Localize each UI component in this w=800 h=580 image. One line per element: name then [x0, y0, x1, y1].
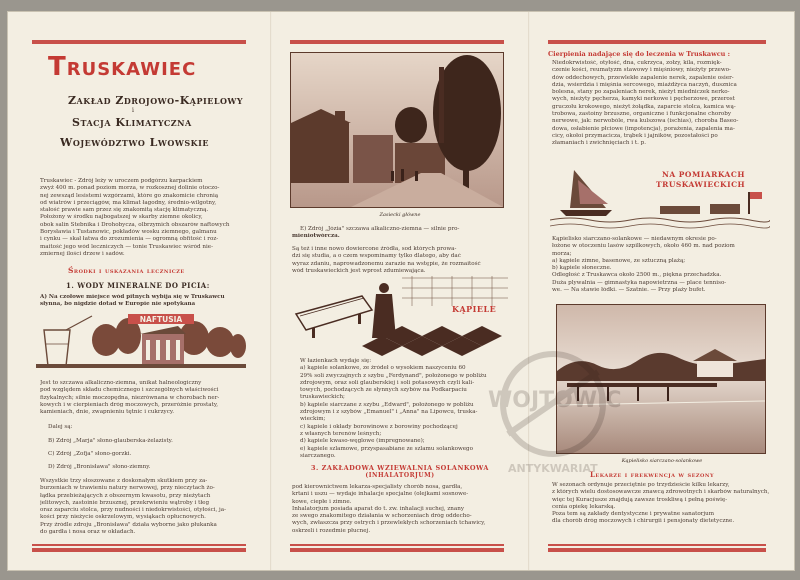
- text-line: wych, zwłaszcza przy ostrych i przewlekłych schorzeniach tchawicy,: [292, 520, 486, 527]
- text-line: Borysławia i Tustanowic, pokładów wosku ziemnego, galmanu: [40, 229, 217, 236]
- subtitle-amp: i: [132, 107, 134, 114]
- spring-usage-text: [40, 478, 246, 536]
- new-springs-text: [292, 246, 510, 275]
- banner-line-2: TRUSKAWIECKICH: [656, 180, 746, 189]
- text-line: zdrojowym, oraz soli glauberskiej i soli potasowych czyli kali-: [300, 379, 475, 386]
- text-line: z których wielu dostosowawcze znawcą zdrowotnych i skarbów naturalnych,: [552, 489, 770, 496]
- sulphur-bath-text: [552, 236, 774, 294]
- text-line: nej zewsząd lesistemi wzgórzami, które go znakomicie chronią: [40, 192, 219, 199]
- watermark-sub: ANTYKWARIAT: [508, 462, 598, 475]
- text-line: Położony w środku najbogatszej w skarby ziemne okolicy,: [40, 214, 203, 221]
- spring-d: D) Zdrój „Bronisława" słono-ziemny.: [48, 464, 151, 470]
- attendant-figure-icon: [372, 283, 396, 338]
- doctors-heading: Lekarze i frekwencja w sezony: [590, 470, 715, 479]
- bottom-rule: [290, 544, 504, 546]
- photo-caption: Kąpielisko siarczano-solankowe: [621, 458, 703, 464]
- text-line: od wiatrów i przeciągów, ma klimat łagodny, średnio-wilgotny,: [40, 199, 217, 206]
- text-line: truskawieckich;: [300, 394, 345, 401]
- antiquarian-watermark: [478, 342, 628, 482]
- indications-heading: Cierpienia nadające się do leczenia w Truskawcu :: [548, 50, 731, 58]
- wall-grid: [402, 276, 508, 306]
- kapiele-heading: KĄPIELE: [452, 304, 497, 314]
- a-line-1: A) Na czołowe miejsce wód pitnych wybija się w Truskawcu: [40, 294, 225, 300]
- text-line: Poza tem są zakłady dentystyczne i prywatne sanatorjum: [552, 511, 714, 518]
- text-line: i cynku — skał łatwa do zrozumienia — ogromną obfitość i roz-: [40, 236, 219, 243]
- photo-caption: Zasiecki główne: [379, 212, 421, 218]
- subtitle-1: Zakład Zdrojowo-Kąpielowy: [68, 94, 244, 107]
- top-rule: [32, 40, 246, 44]
- text-line: d) kąpiele kwaso-węglowe (impregnowane);: [300, 438, 425, 445]
- intro-text: [40, 178, 246, 258]
- spring-b: B) Zdrój „Marja" słono-glauberska-żelazisty.: [48, 438, 173, 444]
- bottom-rule: [32, 544, 246, 546]
- e-line-2: mieniotwórcza.: [292, 233, 340, 239]
- wave-lines: [550, 218, 770, 222]
- text-line: wieckim;: [300, 416, 326, 423]
- a-line-2: słynna, bo nigdzie dotad w Europie nie spotykana: [40, 301, 196, 307]
- text-line: kowe, ciepłe i zimne.: [292, 498, 352, 505]
- text-line: kowych i w cierpieniach dróg moczowych, przeróżnie prostaty,: [40, 401, 219, 408]
- text-line: wód truskawieckich jest wprost zdumiewająca.: [292, 267, 426, 274]
- text-line: cicy, okołoi przymacicza, trąbek i jajników, pozostałości po: [552, 132, 718, 139]
- text-line: zdrojowym i z szybów „Emanuel" i „Anna" na Lipowcu, truska-: [300, 409, 478, 416]
- subtitle-2: Stacja Klimatyczna: [72, 116, 192, 129]
- text-line: Jest to szczawa alkaliczno-ziemna, unikat halneologiczny: [40, 380, 202, 386]
- text-line: burzeniach w trawieniu natury nerwowej, przy nieczytach żo-: [40, 485, 215, 492]
- text-line: zmiernej ilości drzew i sadów.: [40, 250, 125, 257]
- text-line: pod kierownictwem lekarza-specjalisty chorób nosa, gardła,: [292, 484, 463, 490]
- section-1-heading: 1. WODY MINERALNE DO PICIA:: [66, 281, 210, 290]
- bottom-rule: [32, 548, 246, 552]
- text-line: towych, pochodzących ze słynnych szybów na Podkarpaciu: [300, 387, 467, 394]
- text-line: Kąpielisko siarczano-solankowe — niedawnym okresie po-: [552, 236, 717, 242]
- naftusia-label: NAFTUSIA: [139, 315, 183, 324]
- text-line: a) kąpiele solankowe, ze źródeł o wysokiem naszyceniu 60: [300, 365, 466, 372]
- text-line: fizykalnych; silnie moczopędna, niezrównana w chorobach ner-: [40, 394, 220, 401]
- text-line: b) kąpiele siarczane z szybu „Edward", położonego w pobliżu: [300, 401, 474, 408]
- text-line: pod względem składu chemicznego i szczególnych właściwości: [40, 387, 219, 394]
- text-line: W sezonach ordynuje przeciętnie po trzydzieście kilku lekarzy,: [552, 482, 730, 488]
- text-line: dowa, osłabienie płciowe (impotencja), porażenia, zapalenia ma-: [552, 125, 735, 132]
- spa-street-photo: [290, 52, 504, 208]
- text-line: dzia, wsierdzia i mięśnia sercowego, miażdżyca naczyń, dusznica: [552, 81, 737, 88]
- text-line: maitość jego wód leczniczych — tonie Truskawiec wśród nie-: [40, 243, 213, 250]
- text-line: kamieniach, dnie, zwapnieniu tętnic i cukrzycy.: [40, 409, 175, 416]
- text-line: krtani i uszu — wydaje inhalacje specjalne (olejkami sosnowe-: [292, 491, 469, 498]
- bottom-rule: [290, 548, 504, 552]
- text-line: ze swego znakomitego działania w schorzeniach dróg oddecho-: [292, 513, 472, 520]
- bathtub-icon: [296, 296, 372, 338]
- text-line: wych, nieżyty pęcherza, kamyki nerkowe i pęcherzowe, przerost: [552, 96, 735, 103]
- brochure-sheet: [8, 12, 794, 570]
- text-line: Inhalatorjum posiada aparat do t. zw. inhalacji suchej, znany: [292, 505, 465, 512]
- subtitle-3: Województwo Lwowskie: [60, 136, 209, 149]
- section-3-subheading: (INHALATORJUM): [365, 472, 435, 479]
- text-line: gruczołu krokowego, nieżyt żołądka, zaparcie stolca, kamica wą-: [552, 103, 736, 110]
- naftusia-description: [40, 380, 246, 416]
- text-line: jelitowych, zastoinie brzusznej, przekrwieniu wątroby i tłeg: [40, 499, 210, 506]
- e-line-1: E) Zdrój „Józia" szczawa alkaliczno-ziemna — silnie pro-: [300, 226, 460, 232]
- middle-panel: [272, 12, 528, 570]
- text-line: wyraz zdaniu, naprowadzonemu zarazie na wstępie, że rozmaitość: [292, 260, 481, 267]
- text-line: z własnych terenów leśnych;: [300, 430, 382, 437]
- text-line: łądka przebieżających z obszernym kwasotu, przy nieżytach: [40, 492, 211, 499]
- chimney-icon: [439, 67, 444, 143]
- text-line: dów oddechowych, przewlekłe zapalenie nerek, zapalenie osier-: [552, 74, 734, 81]
- indications-text: [552, 60, 774, 148]
- text-line: czenie kości, reumatyzm stawowy i mięśniowy, nieżyty przewo-: [552, 67, 731, 74]
- text-line: Niedokrwistość, otyłość, dna, cukrzyca, zołzy, kila, rozmięk-: [552, 60, 722, 66]
- inhalation-text: [292, 484, 510, 535]
- text-line: nerwowe, jak: nerwobóle, rwa kulszowa (ischias), choroba Baseo-: [552, 118, 739, 125]
- watermark-word: WOJTOWIC: [488, 388, 622, 413]
- text-line: c) kąpiele i okłady borowinowe z borowiny pochodzącej: [300, 423, 458, 430]
- dalej-label: Dalej są:: [48, 424, 73, 430]
- text-line: stałość prawie sam przez się znakomitą stację klimatyczną.: [40, 207, 209, 214]
- text-line: zwyż 400 m. ponad poziom morza, w rozkosznej dolinie otoczo-: [40, 185, 220, 192]
- text-line: b) kąpiele słoneczne.: [552, 265, 612, 272]
- naftusia-illustration: [36, 312, 246, 374]
- text-line: oskrzeli i rozedmie płucnej.: [292, 527, 371, 534]
- text-line: Są też i inne nowo dowiercone źródła, sod których prowa-: [292, 246, 457, 252]
- sailboat-icon: [560, 170, 612, 216]
- text-line: Duża plywalnia — gimnastyka napowietrzna — place tenniso-: [552, 279, 727, 286]
- section-3-heading: 3. ZAKŁADOWA WZIEWALNIA SOLANKOWA: [311, 464, 489, 472]
- text-line: oraz zaparciu stolca, przy nudności i niedokrwistości, otyłości, ja-: [40, 507, 227, 514]
- text-line: e) kąpiele szlamowe, przyspasabiane ze szlamu solankowego: [300, 445, 474, 452]
- banner-line-1: NA POMIARKACH: [662, 170, 745, 179]
- text-line: Truskawiec - Zdrój leży w uroczem podgórzu karpackiem: [40, 178, 203, 184]
- pavilion-icon: [140, 326, 186, 364]
- text-line: łożone w otoczeniu lasów szpilkowych, około 460 m. nad poziom: [552, 243, 735, 250]
- section-heading: Środki i uskazania lecznicze: [68, 266, 185, 275]
- brochure-title: Truskawiec: [48, 52, 197, 82]
- glass-icon: [44, 316, 92, 366]
- text-line: 29% soli zwyczajnych z szybu „Ferdynand", położonego w pobliżu: [300, 372, 487, 379]
- bottom-rule: [548, 548, 766, 552]
- text-line: siarczanego.: [300, 452, 336, 459]
- text-line: W łazienkach wydaje się:: [300, 358, 372, 364]
- shore-building-icon: [660, 204, 740, 214]
- text-line: we. — Na stawie łódki. — Szatnie. — Przy plaży bufet.: [552, 287, 706, 294]
- doctors-text: [552, 482, 774, 526]
- text-line: morza;: [552, 250, 572, 257]
- text-line: a) kąpiele zimne, basenowe, ze sztuczną plażą;: [552, 257, 686, 264]
- text-line: trobowa, zastoiny brzuszne, organiczne i funkcjonalne choroby: [552, 111, 731, 118]
- text-line: złamaniach i zwichnięciach i t. p.: [552, 140, 647, 147]
- text-line: bolesna, stany po zapaleniach nerek, nieżyt miedniczek nerko-: [552, 89, 730, 96]
- text-line: Wszystkie trzy słoszowane z doskonałym skutkiem przy za-: [40, 478, 208, 484]
- text-line: więc tej Kuracjusze znajdują zawsze troskliwą i pełną poświę-: [552, 496, 728, 503]
- text-line: dzi się studia, a o czem wspominamy tylko dlatego, aby dać: [292, 253, 461, 260]
- illustration-ground: [36, 364, 246, 368]
- top-rule: [548, 40, 766, 44]
- right-panel: [530, 12, 794, 570]
- text-line: obok salin Stebnika i Drohobycza, olbrzymich obszarów naftowych: [40, 221, 230, 228]
- bath-illustration: [292, 276, 508, 356]
- text-line: Odległość z Truskawca około 2500 m., piękna przechadzka.: [552, 272, 722, 279]
- text-line: cenia opiekę lekarską.: [552, 503, 616, 510]
- text-line: Przy źródle zdroju „Bronisława" działa wyborne jako płukanka: [40, 521, 217, 528]
- top-rule: [290, 40, 504, 44]
- flag-icon: [748, 192, 762, 214]
- text-line: kości przy nieżycie oskrzelowym, wysiąkach opłucnowych.: [40, 514, 206, 521]
- bottom-rule: [548, 544, 766, 546]
- text-line: do gardła i nosa oraz w okładach.: [40, 529, 136, 536]
- spring-c: C) Zdrój „Zofja" słono-gorzki.: [48, 451, 132, 457]
- left-panel: [8, 12, 270, 570]
- text-line: dla chorób dróg moczowych i chirurgii i pensjonaty dietetyczne.: [552, 518, 735, 525]
